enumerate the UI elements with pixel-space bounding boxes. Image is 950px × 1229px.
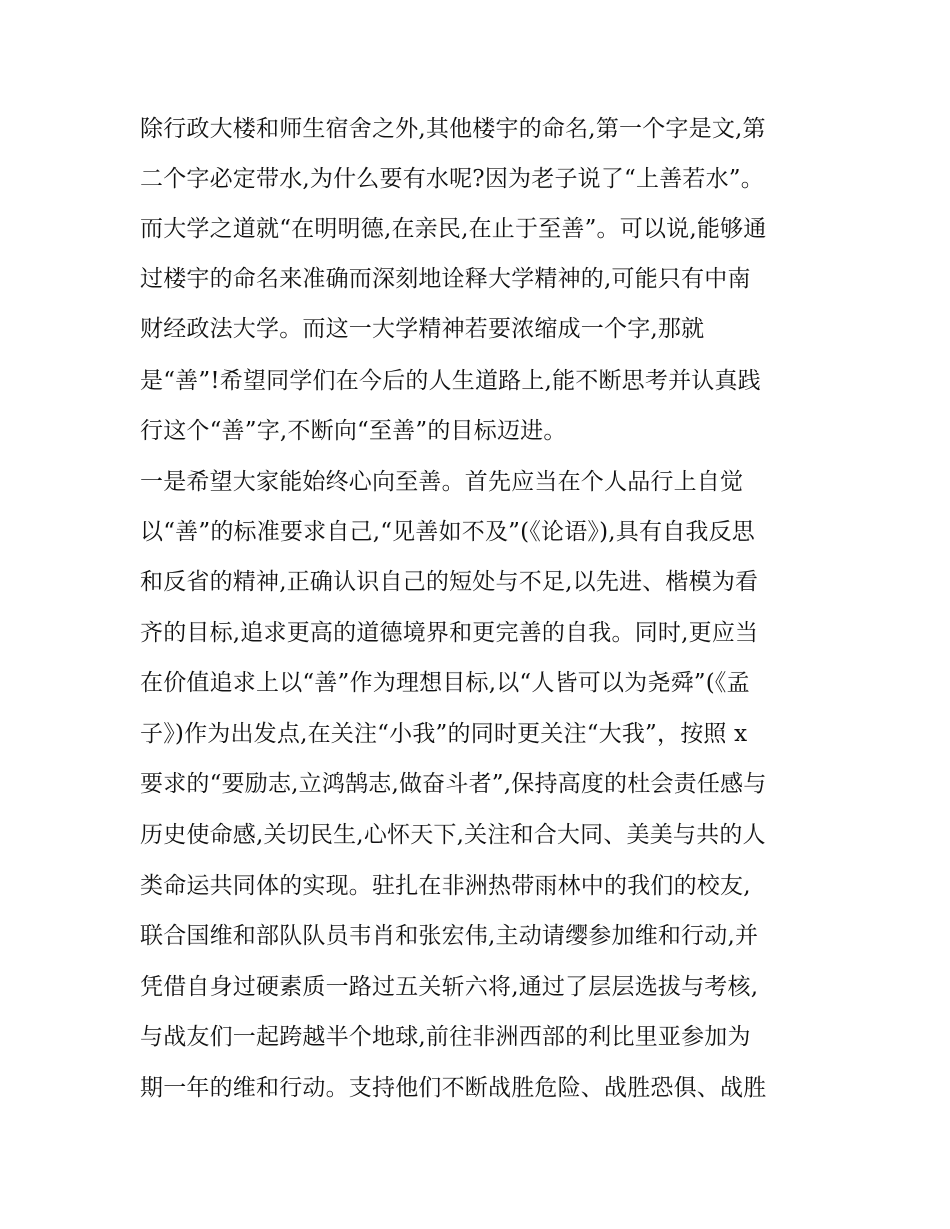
text-line: 二个字必定带水,为什么要有水呢?因为老子说了“上善若水”。 (140, 166, 764, 192)
text-line: 是“善”!希望同学们在今后的人生道路上,能不断思考并认真践 (140, 368, 761, 394)
text-line: 和反省的精神,正确认识自己的短处与不足,以先进、楷模为看 (140, 569, 759, 595)
text-line: 而大学之道就“在明明德,在亲民,在止于至善”。可以说,能够通 (140, 216, 767, 242)
text-line: 一是希望大家能始终心向至善。首先应当在个人品行上自觉 (140, 469, 744, 495)
text-line: 凭借自身过硬素质一路过五关斩六将,通过了层层选拔与考核, (140, 974, 759, 1000)
text-line: 历史使命感,关切民生,心怀天下,关注和合大同、美美与共的人 (140, 822, 766, 848)
text-line: 联合国维和部队队员韦肖和张宏伟,主动请缨参加维和行动,并 (140, 923, 759, 949)
text-line: 财经政法大学。而这一大学精神若要浓缩成一个字,那就 (140, 316, 705, 342)
text-line: 子》)作为出发点,在关注“小我”的同时更关注“大我”，按照 x (140, 721, 748, 747)
text-line: 期一年的维和行动。支持他们不断战胜危险、战胜恐俱、战胜 (140, 1075, 767, 1101)
text-line: 以“善”的标准要求自己,“见善如不及”(《论语》),具有自我反思 (140, 519, 756, 545)
text-line: 类命运共同体的实现。驻扎在非洲热带雨林中的我们的校友, (140, 873, 751, 899)
text-line: 行这个“善”字,不断向“至善”的目标迈进。 (140, 418, 567, 444)
text-line: 过楼宇的命名来准确而深刻地诠释大学精神的,可能只有中南 (140, 266, 751, 292)
text-line: 要求的“要励志,立鸿鹄志,做奋斗者”,保持高度的杜会责任感与 (140, 771, 767, 797)
text-line: 齐的目标,追求更高的道德境界和更完善的自我。同时,更应当 (140, 620, 759, 646)
text-line: 与战友们一起跨越半个地球,前往非洲西部的利比里亚参加为 (140, 1024, 751, 1050)
text-line: 除行政大楼和师生宿舍之外,其他楼宇的命名,第一个字是文,第 (140, 116, 766, 142)
text-line: 在价值追求上以“善”作为理想目标,以“人皆可以为尧舜”(《孟 (140, 670, 750, 696)
